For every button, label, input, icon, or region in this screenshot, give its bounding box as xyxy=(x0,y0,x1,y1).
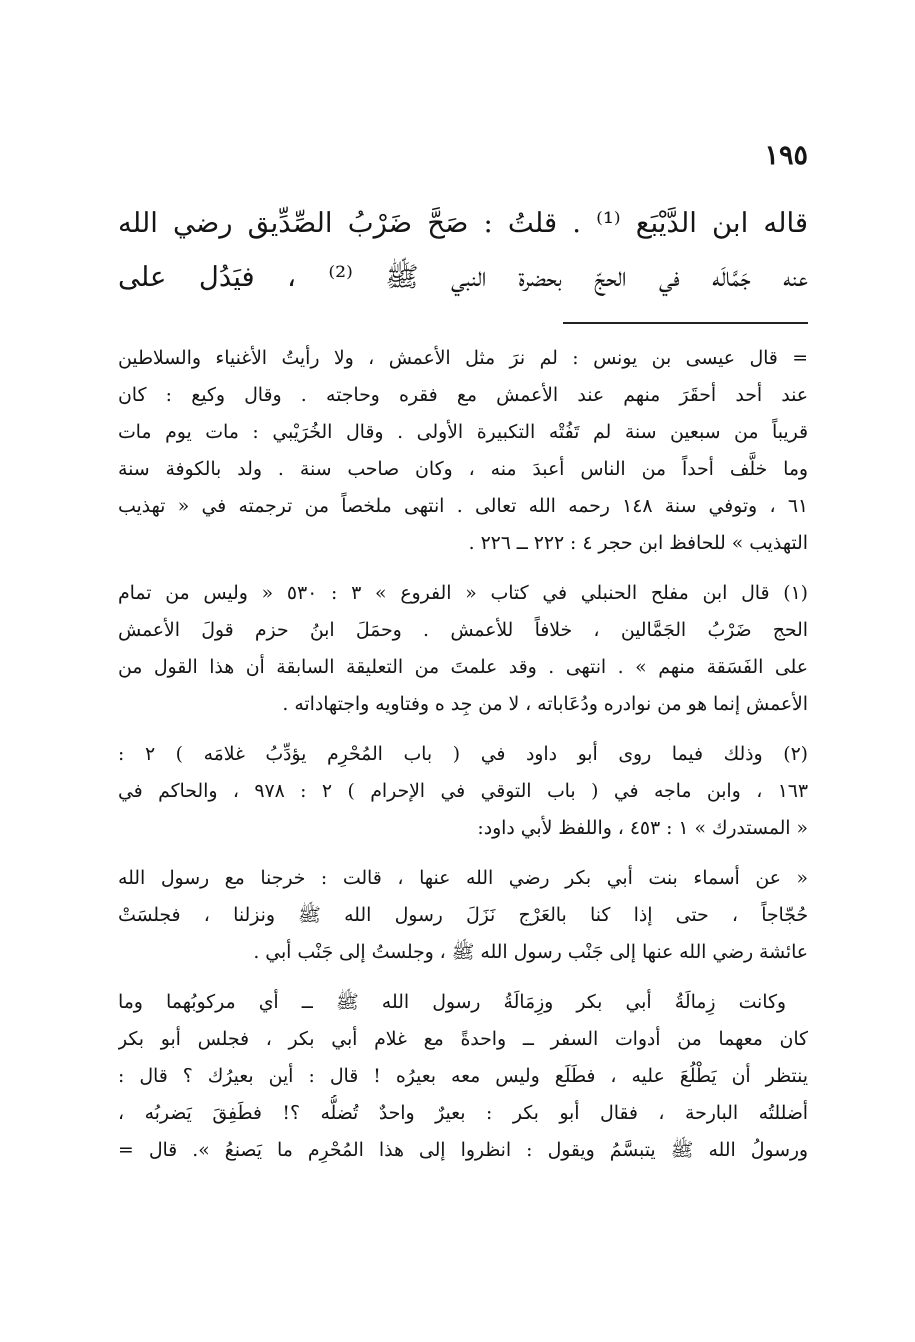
footnote-line: أضللتُه البارحة ، فقال أبو بكر : بعيرٌ واحدٌ تُضلُّه ؟! فطَفِقَ يَضربُه ، xyxy=(118,1103,808,1124)
main-text-line: عنه جَمَّالَه في الحجّ بحضرة النبي ﷺ ⁽²⁾ ، فيَدُل على xyxy=(118,261,808,293)
footnote-line: كان معهما من أدوات السفر ــ واحدةً مع غلام أبي بكر ، فجلس أبو بكر xyxy=(118,1029,808,1050)
footnote-line: وما خلَّف أحداً من الناس أعبدَ منه ، وكان صاحب سنة . ولد بالكوفة سنة xyxy=(118,459,808,480)
footnote-2 xyxy=(118,736,808,847)
main-text xyxy=(118,196,808,304)
footnotes xyxy=(118,340,808,1182)
footnote-line: الأعمش إنما هو من نوادره ودُعَاباته ، لا من جِد ه وفتاويه واجتهاداته . xyxy=(282,694,808,715)
main-text-line: قاله ابن الدَّيْبَع ⁽¹⁾ . قلتُ : صَحَّ ضَرْبُ الصِّدِّيق رضي الله xyxy=(118,207,808,239)
footnote-line: حُجّاجاً ، حتى إذا كنا بالعَرْج نَزَلَ رسول الله ﷺ ونزلنا ، فجلسَتْ xyxy=(118,905,808,926)
footnote-line: (٢) وذلك فيما روى أبو داود في ( باب المُحْرِم يؤدِّبُ غلامَه ) ٢ : xyxy=(118,744,808,765)
page-number: ١٩٥ xyxy=(764,140,808,171)
footnote-line: وكانت زِمالَةُ أبي بكر وزِمَالَةُ رسول الله ﷺ ــ أي مركوبُهما وما xyxy=(118,992,786,1013)
footnote-line: « المستدرك » ١ : ٤٥٣ ، واللفظ لأبي داود: xyxy=(477,818,808,839)
hadith-quote-paragraph-2 xyxy=(118,984,808,1169)
book-page xyxy=(118,0,808,1342)
footnote-line: ٦١ ، وتوفي سنة ١٤٨ رحمه الله تعالى . انتهى ملخصاً من ترجمته في « تهذيب xyxy=(118,496,808,517)
footnote-line: الحج ضَرْبُ الجَمَّالين ، خلافاً للأعمش . وحمَلَ ابنُ حزم قولَ الأعمش xyxy=(118,620,808,641)
footnote-separator xyxy=(563,322,808,324)
hadith-quote-paragraph-1 xyxy=(118,860,808,971)
footnote-line: قريباً من سبعين سنة لم تَفُتْه التكبيرة الأولى . وقال الخُرَيْبي : مات يوم مات xyxy=(118,422,808,443)
footnote-line: عند أحد أحقَرَ منهم عند الأعمش مع فقره وحاجته . وقال وكيع : كان xyxy=(118,385,808,406)
footnote-line: ينتظر أن يَطْلُعَ عليه ، فطَلَع وليس معه بعيرُه ! قال : أين بعيرُك ؟ قال : xyxy=(118,1066,808,1087)
footnote-line: عائشة رضي الله عنها إلى جَنْب رسول الله ﷺ ، وجلستُ إلى جَنْب أبي . xyxy=(253,942,808,963)
footnote-continued xyxy=(118,340,808,562)
footnote-line: ١٦٣ ، وابن ماجه في ( باب التوقي في الإحرام ) ٢ : ٩٧٨ ، والحاكم في xyxy=(118,781,808,802)
footnote-line: على الفَسَقة منهم » . انتهى . وقد علمتَ من التعليقة السابقة أن هذا القول من xyxy=(118,657,808,678)
footnote-line: التهذيب » للحافظ ابن حجر ٤ : ٢٢٢ ــ ٢٢٦ . xyxy=(468,533,808,554)
footnote-1 xyxy=(118,575,808,723)
footnote-line: (١) قال ابن مفلح الحنبلي في كتاب « الفروع » ٣ : ٥٣٠ « وليس من تمام xyxy=(118,583,808,604)
footnote-line: ورسولُ الله ﷺ يتبسَّمُ ويقول : انظروا إلى هذا المُحْرِم ما يَصنعُ ». قال = xyxy=(118,1140,808,1161)
footnote-line: « عن أسماء بنت أبي بكر رضي الله عنها ، قالت : خرجنا مع رسول الله xyxy=(118,868,808,889)
footnote-line: = قال عيسى بن يونس : لم نرَ مثل الأعمش ، ولا رأيتُ الأغنياء والسلاطين xyxy=(118,348,808,369)
